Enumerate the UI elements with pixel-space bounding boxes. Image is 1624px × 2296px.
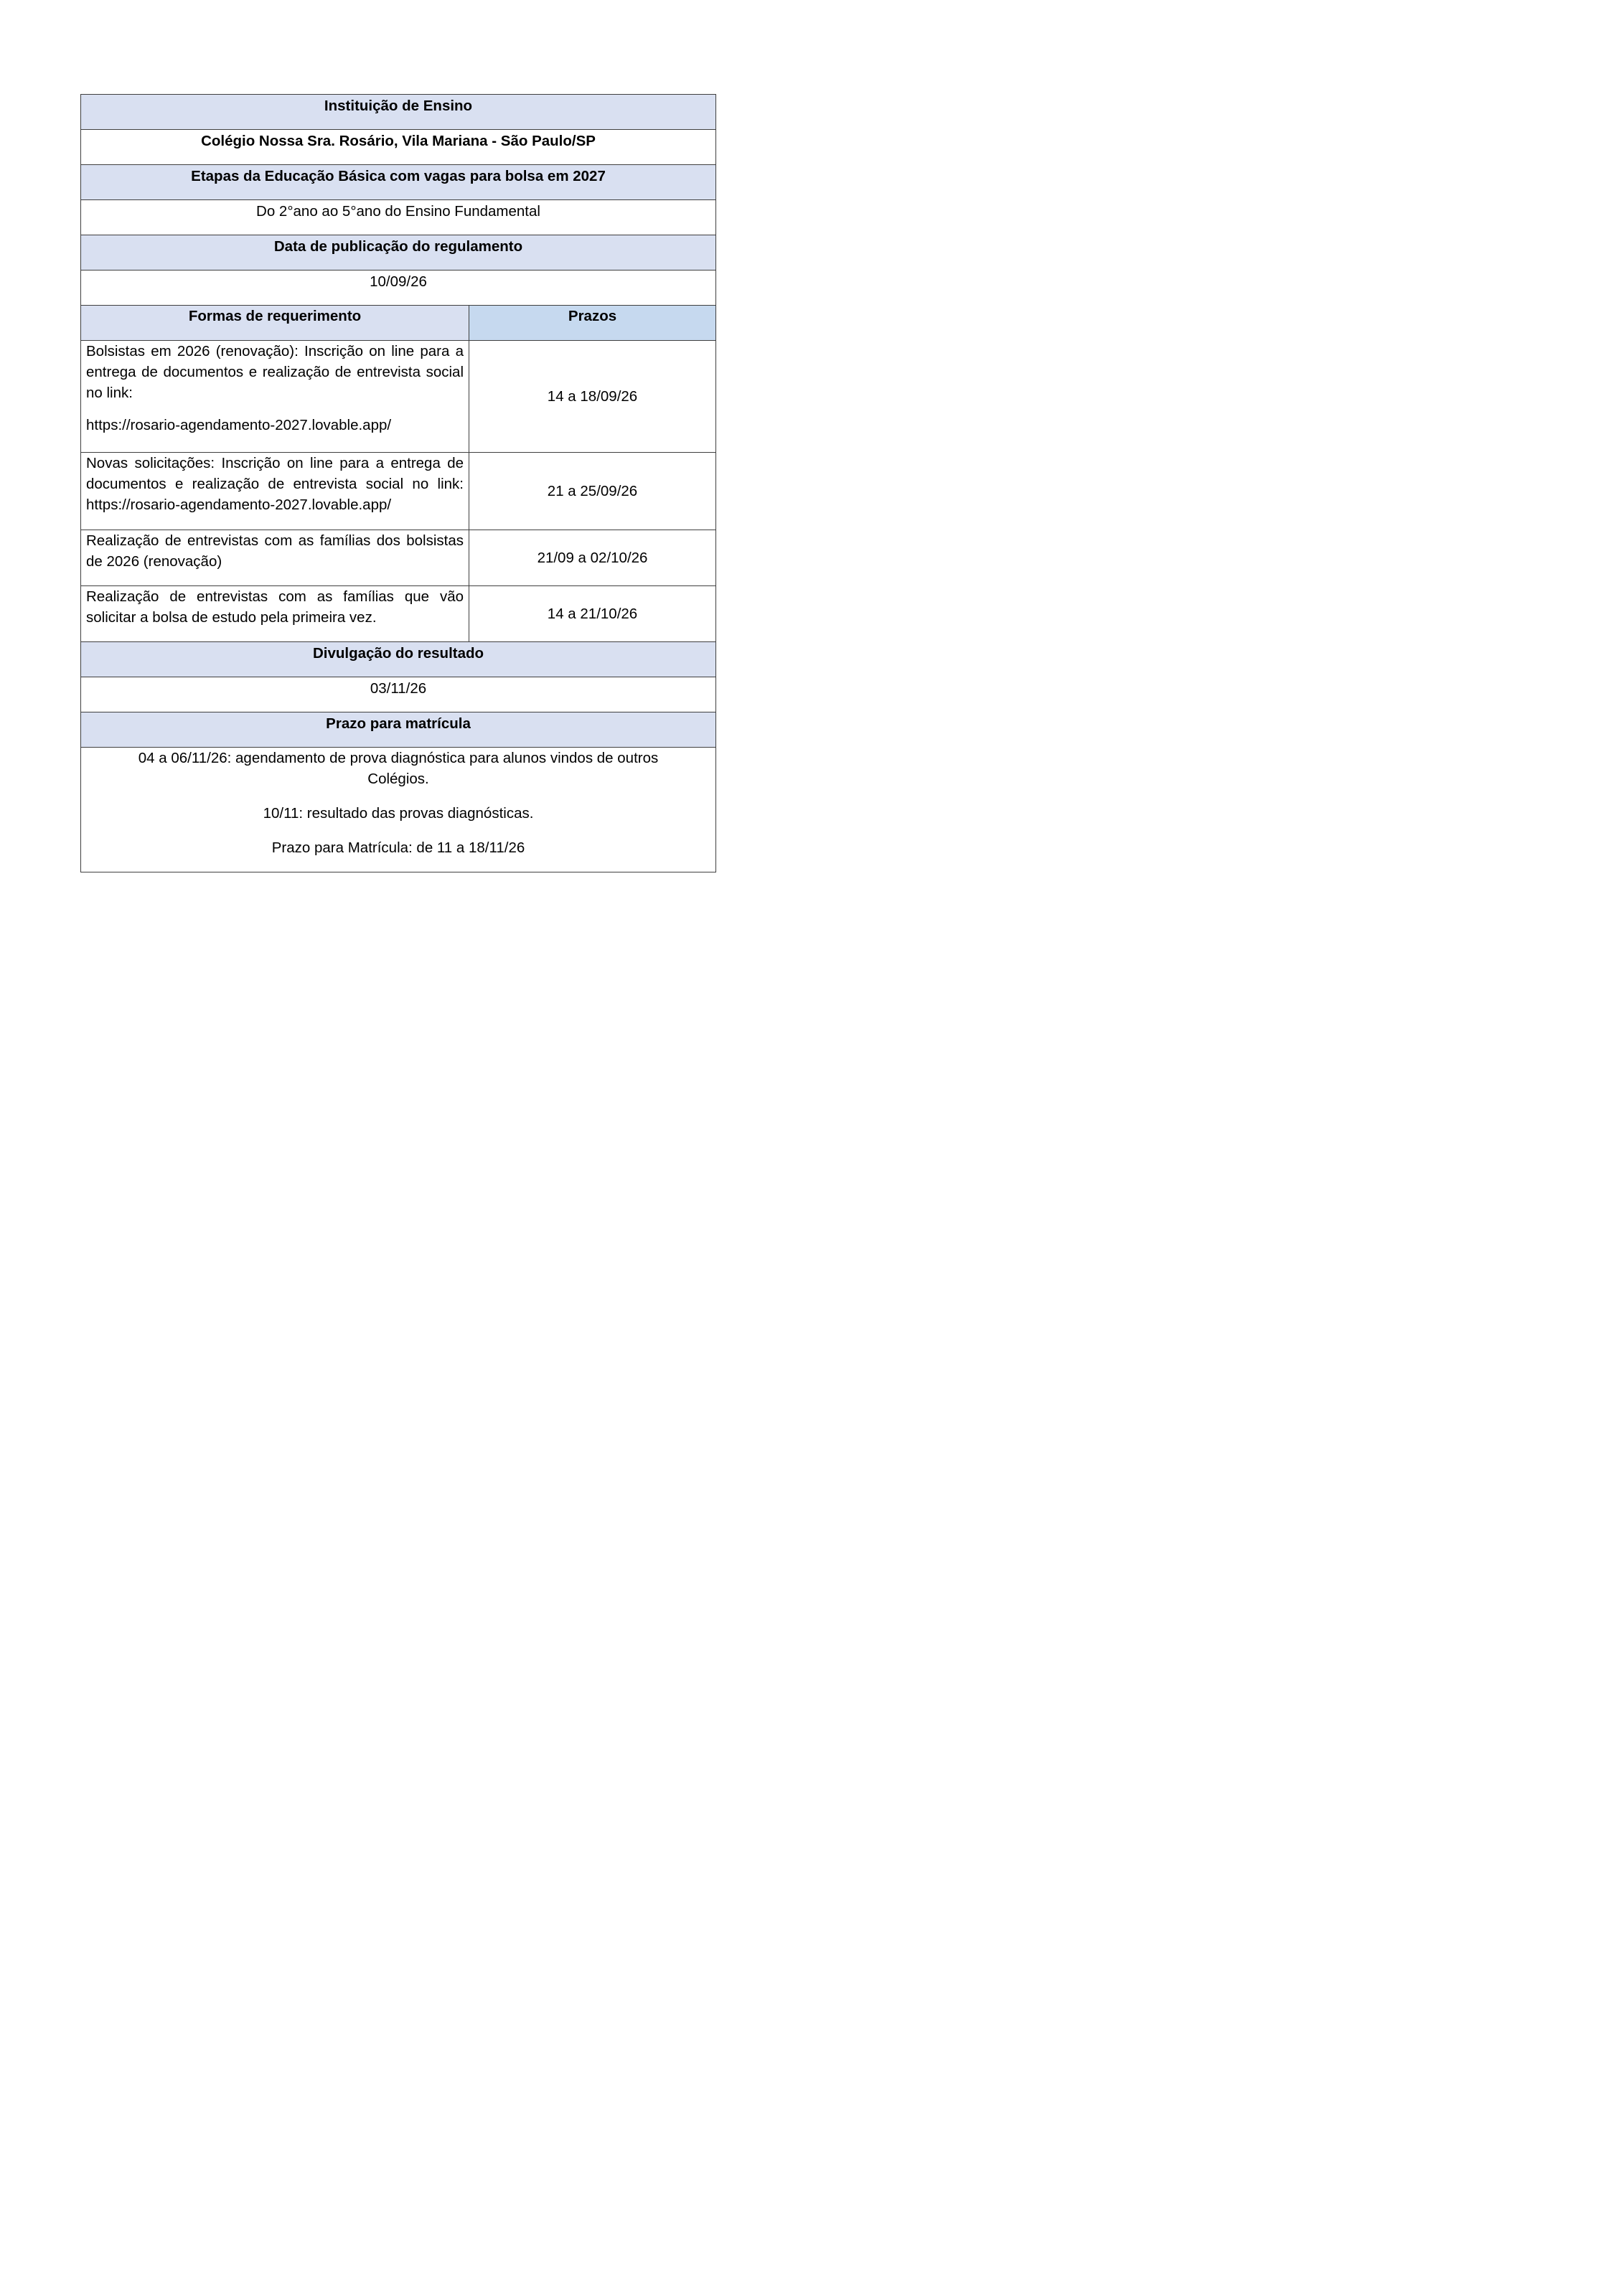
- column-headers-row: [81, 306, 716, 341]
- enrollment-header-row: [81, 712, 716, 748]
- stages-value-cell: [81, 200, 716, 235]
- request-text: Realização de entrevistas com as famílias que vão solicitar a bolsa de estudo pela primeira vez.: [86, 588, 464, 626]
- result-header-cell: [81, 642, 716, 677]
- enrollment-line: 04 a 06/11/26: agendamento de prova diagnóstica para alunos vindos de outros Colégios.: [138, 750, 659, 787]
- stages-header-cell: [81, 165, 716, 200]
- registration-link[interactable]: https://rosario-agendamento-2027.lovable.app/: [86, 417, 392, 433]
- institution-header-cell: [81, 95, 716, 130]
- request-cell: [81, 530, 469, 586]
- enrollment-header-cell: [81, 712, 716, 748]
- request-text: Realização de entrevistas com as famílias dos bolsistas de 2026 (renovação): [86, 532, 464, 570]
- result-header: Divulgação do resultado: [312, 645, 484, 662]
- table-row: [81, 453, 716, 530]
- publication-date: 10/09/26: [370, 273, 427, 290]
- deadline-cell: 14 a 18/09/26: [469, 341, 716, 453]
- enrollment-line: Prazo para Matrícula: de 11 a 18/11/26: [271, 839, 525, 856]
- institution-name-row: [81, 130, 716, 165]
- institution-name-cell: [81, 130, 716, 165]
- publication-header-row: [81, 235, 716, 270]
- result-date-row: [81, 677, 716, 712]
- institution-header-row: [81, 95, 716, 130]
- result-date: 03/11/26: [370, 680, 427, 697]
- institution-header: Instituição de Ensino: [324, 98, 473, 114]
- request-text: Bolsistas em 2026 (renovação): Inscrição on line para a entrega de documentos e realização de entrevista social no link:: [86, 343, 464, 401]
- table-row: [81, 341, 716, 453]
- publication-date-row: [81, 270, 716, 306]
- stages-value-row: [81, 200, 716, 235]
- publication-date-cell: [81, 270, 716, 306]
- enrollment-header: Prazo para matrícula: [326, 715, 471, 732]
- table-row: [81, 586, 716, 642]
- request-cell: [81, 453, 469, 530]
- deadline-cell: 21/09 a 02/10/26: [469, 530, 716, 586]
- request-text: Novas solicitações: Inscrição on line para a entrega de documentos e realização de entrevista social no link: https://rosario-agendamento-2027.lovable.app/: [86, 455, 464, 513]
- publication-header-cell: [81, 235, 716, 270]
- deadlines-column-header: Prazos: [469, 306, 716, 341]
- institution-name: Colégio Nossa Sra. Rosário, Vila Mariana - São Paulo/SP: [201, 133, 596, 149]
- request-cell: [81, 586, 469, 642]
- result-date-cell: [81, 677, 716, 712]
- request-cell: [81, 341, 469, 453]
- stages-header: Etapas da Educação Básica com vagas para bolsa em 2027: [191, 168, 606, 184]
- result-header-row: [81, 642, 716, 677]
- enrollment-details-cell: [81, 748, 716, 872]
- enrollment-details-row: [81, 748, 716, 872]
- enrollment-line: 10/11: resultado das provas diagnósticas.: [263, 805, 534, 822]
- deadline-cell: 21 a 25/09/26: [469, 453, 716, 530]
- forms-column-header: Formas de requerimento: [81, 306, 469, 341]
- deadline-cell: 14 a 21/10/26: [469, 586, 716, 642]
- stages-value: Do 2°ano ao 5°ano do Ensino Fundamental: [256, 203, 540, 220]
- stages-header-row: [81, 165, 716, 200]
- publication-header: Data de publicação do regulamento: [273, 238, 523, 255]
- table-row: [81, 530, 716, 586]
- scholarship-schedule-table: [80, 94, 716, 872]
